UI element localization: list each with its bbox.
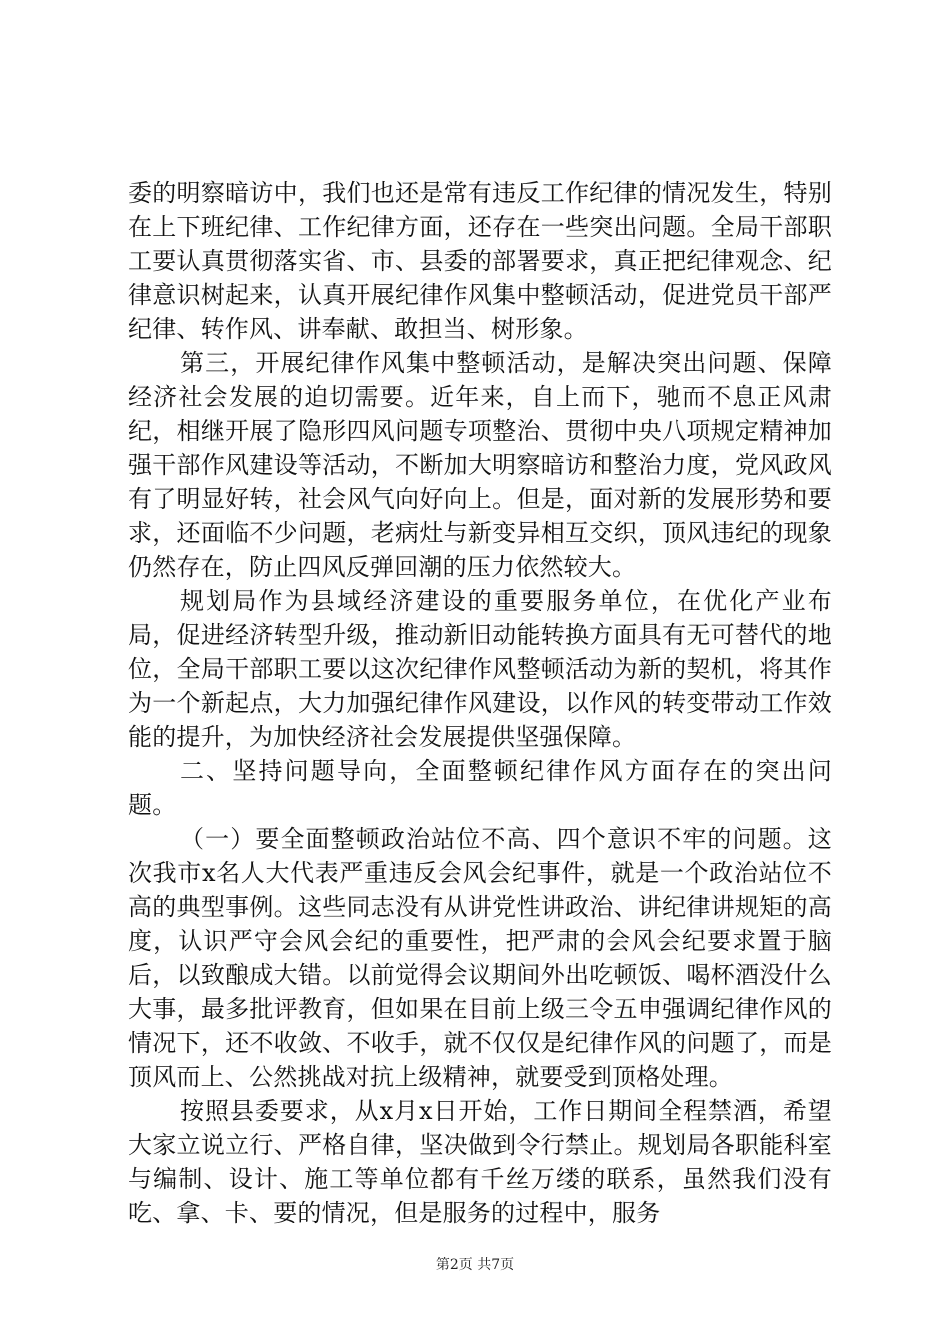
document-body — [128, 176, 832, 1230]
paragraph-3: 规划局作为县域经济建设的重要服务单位，在优化产业布局，促进经济转型升级，推动新旧动能转换方面具有无可替代的地位，全局干部职工要以这次纪律作风整顿活动为新的契机，将其作为一个新起点，大力加强纪律作风建设，以作风的转变带动工作效能的提升，为加快经济社会发展提供坚强保障。 — [128, 587, 832, 751]
page-number-footer: 第2页 共7页 — [435, 1257, 515, 1273]
paragraph-1: 委的明察暗访中，我们也还是常有违反工作纪律的情况发生，特别在上下班纪律、工作纪律方面，还存在一些突出问题。全局干部职工要认真贯彻落实省、市、县委的部署要求，真正把纪律观念、纪律意识树起来，认真开展纪律作风集中整顿活动，促进党员干部严纪律、转作风、讲奉献、敢担当、树形象。 — [128, 179, 832, 343]
section-heading-2: 二、坚持问题导向，全面整顿纪律作风方面存在的突出问题。 — [128, 757, 832, 819]
paragraph-5: （一）要全面整顿政治站位不高、四个意识不牢的问题。这次我市x名人大代表严重违反会风会纪事件，就是一个政治站位不高的典型事例。这些同志没有从讲党性讲政治、讲纪律讲规矩的高度，认识严守会风会纪的重要性，把严肃的会风会纪要求置于脑后，以致酿成大错。以前觉得会议期间外出吃顿饭、喝杯酒没什么大事，最多批评教育，但如果在目前上级三令五申强调纪律作风的情况下，还不收敛、不收手，就不仅仅是纪律作风的问题了，而是顶风而上、公然挑战对抗上级精神，就要受到顶格处理。 — [128, 825, 832, 1091]
paragraph-2: 第三，开展纪律作风集中整顿活动，是解决突出问题、保障经济社会发展的迫切需要。近年来，自上而下，驰而不息正风肃纪，相继开展了隐形四风问题专项整治、贯彻中央八项规定精神加强干部作风建设等活动，不断加大明察暗访和整治力度，党风政风有了明显好转，社会风气向好向上。但是，面对新的发展形势和要求，还面临不少问题，老病灶与新变异相互交织，顶风违纪的现象仍然存在，防止四风反弹回潮的压力依然较大。 — [128, 349, 832, 581]
paragraph-6: 按照县委要求，从x月x日开始，工作日期间全程禁酒，希望大家立说立行、严格自律，坚决做到令行禁止。规划局各职能科室与编制、设计、施工等单位都有千丝万缕的联系，虽然我们没有吃、拿、卡、要的情况，但是服务的过程中，服务 — [128, 1097, 832, 1227]
